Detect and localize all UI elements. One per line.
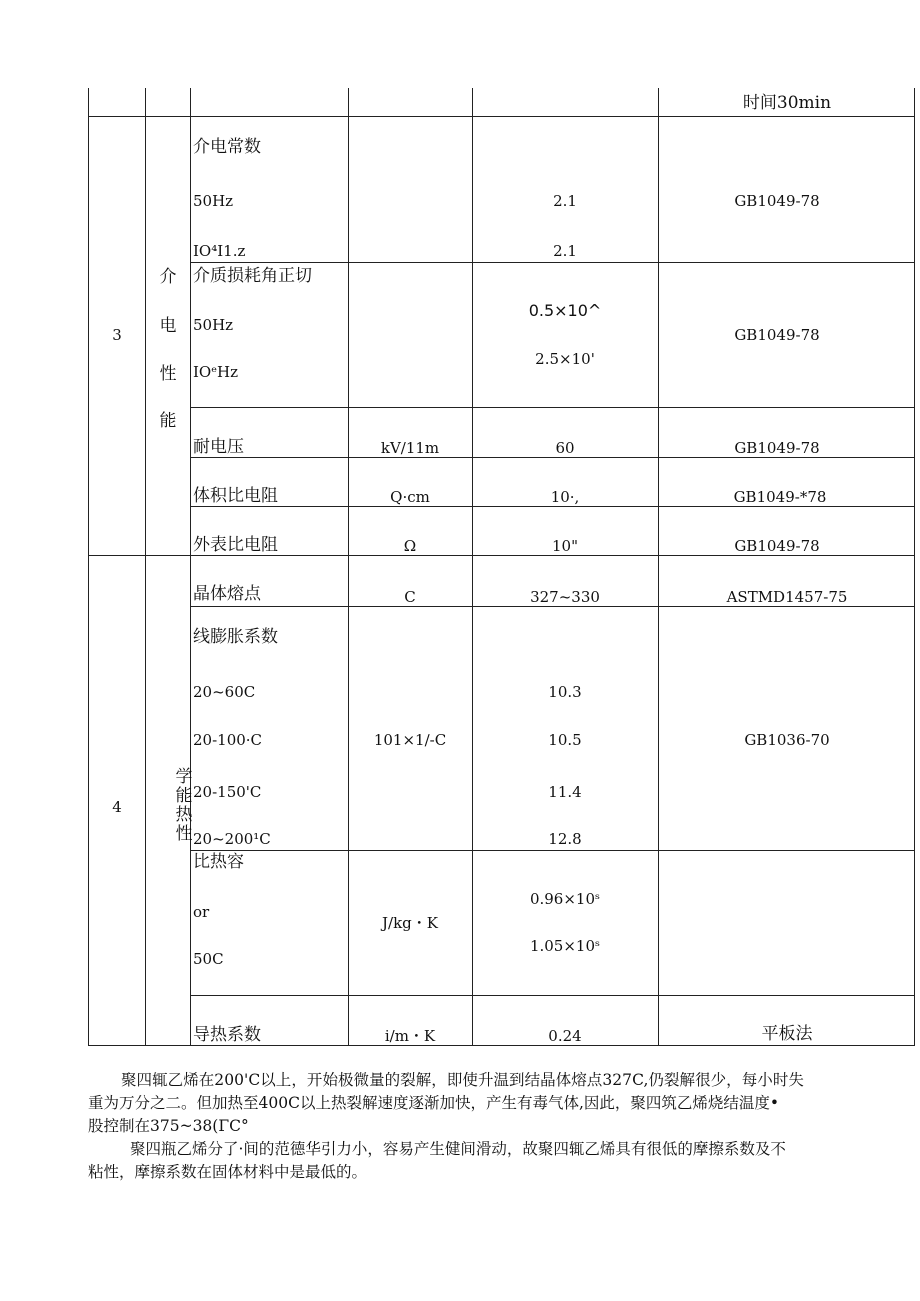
- paragraph-line: 股控制在375~38(ΓC°: [88, 1117, 249, 1135]
- property-label: 比热容: [193, 852, 244, 872]
- value-cell: 60: [555, 439, 575, 457]
- col-divider-1: [145, 88, 146, 1046]
- condition-label: IO⁴I1.z: [193, 242, 246, 260]
- property-label: 体积比电阻: [193, 486, 278, 506]
- row-divider: [190, 995, 915, 996]
- value-cell: 0.24: [548, 1027, 582, 1045]
- condition-label: IOᵉHz: [193, 363, 239, 381]
- condition-label: 20~200¹C: [193, 830, 271, 848]
- category-char: 能: [159, 411, 177, 431]
- category-char: 学: [175, 767, 193, 787]
- standard-cell: ASTMD1457-75: [726, 588, 848, 606]
- row-divider: [190, 850, 915, 851]
- property-label: 晶体熔点: [193, 584, 261, 604]
- condition-label: 20~60C: [193, 683, 256, 701]
- condition-label: 50Hz: [193, 316, 234, 334]
- row-index: 4: [112, 798, 122, 816]
- paragraph-line: 聚四瓶乙烯分了·间的范德华引力小，容易产生健间滑动，故聚四辄乙烯具有很低的摩擦系数及不: [130, 1140, 786, 1158]
- standard-cell: GB1036-70: [744, 731, 830, 749]
- col-divider-2: [190, 88, 191, 1046]
- category-char: 热: [175, 805, 193, 825]
- category-char: 性: [175, 824, 193, 844]
- table-border-bottom: [88, 1045, 915, 1046]
- row-divider: [190, 407, 915, 408]
- col-divider-4: [472, 88, 473, 1046]
- paragraph-line: 粘性，摩擦系数在固体材料中是最低的。: [88, 1163, 368, 1181]
- row-divider: [190, 606, 915, 607]
- standard-cell: GB1049-78: [734, 326, 820, 344]
- row-divider: [190, 262, 915, 263]
- property-label: 线膨胀系数: [193, 627, 278, 647]
- condition-label: 50C: [193, 950, 224, 968]
- standard-cell: 时间30min: [742, 93, 832, 113]
- table-border-left: [88, 88, 89, 1046]
- category-char: 电: [159, 316, 177, 336]
- row-index: 3: [112, 326, 122, 344]
- table-border-right: [914, 88, 915, 1046]
- property-label: 介质损耗角正切: [193, 266, 312, 286]
- col-divider-5: [658, 88, 659, 1046]
- paragraph-line: 重为万分之二。但加热至400C以上热裂解速度逐渐加快，产生有毒气体,因此，聚四筑乙烯烧结温度•: [88, 1094, 780, 1112]
- category-char: 介: [159, 267, 177, 287]
- unit-cell: 101×1∕-C: [373, 731, 447, 749]
- value-cell: 327~330: [530, 588, 600, 606]
- property-label: 外表比电阻: [193, 535, 278, 555]
- category-char: 性: [159, 364, 177, 384]
- unit-cell: i/m・K: [384, 1027, 436, 1045]
- unit-cell: J/kg・K: [382, 914, 438, 932]
- standard-cell: GB1049-78: [734, 439, 820, 457]
- condition-label: 50Hz: [193, 192, 234, 210]
- row-divider: [190, 457, 915, 458]
- standard-cell: GB1049-*78: [733, 488, 827, 506]
- value-cell: 2.1: [553, 242, 577, 260]
- value-cell: 2.5×10': [535, 350, 595, 368]
- row-divider: [88, 555, 915, 556]
- category-char: 能: [175, 786, 193, 806]
- paragraph-line: 聚四辄乙烯在200'C以上，开始极微量的裂解，即使升温到结晶体熔点327C,仍裂解很少，每小时失: [121, 1071, 804, 1089]
- condition-label: 20-150'C: [193, 783, 262, 801]
- col-divider-3: [348, 88, 349, 1046]
- row-divider: [88, 116, 915, 117]
- standard-cell: 平板法: [761, 1024, 813, 1044]
- property-label: 导热系数: [193, 1025, 261, 1045]
- value-cell: 2.1: [553, 192, 577, 210]
- value-cell: 10.3: [548, 683, 582, 701]
- row-divider: [190, 506, 915, 507]
- standard-cell: GB1049-78: [734, 537, 820, 555]
- value-cell: 11.4: [548, 783, 582, 801]
- unit-cell: Ω: [403, 537, 417, 555]
- value-cell: 1.05×10ˢ: [529, 937, 601, 955]
- value-cell: 0.96×10ˢ: [529, 890, 601, 908]
- condition-label: or: [193, 903, 210, 921]
- property-label: 耐电压: [193, 437, 244, 457]
- unit-cell: C: [404, 588, 416, 606]
- value-cell: 12.8: [548, 830, 582, 848]
- unit-cell: Q·cm: [390, 488, 430, 506]
- value-cell: 10.5: [548, 731, 582, 749]
- unit-cell: kV/11m: [380, 439, 440, 457]
- property-label: 介电常数: [193, 137, 261, 157]
- standard-cell: GB1049-78: [734, 192, 820, 210]
- value-cell: 10·,: [550, 488, 580, 506]
- value-cell: 0.5×10^: [528, 301, 602, 320]
- condition-label: 20-100·C: [193, 731, 263, 749]
- value-cell: 10": [552, 537, 578, 555]
